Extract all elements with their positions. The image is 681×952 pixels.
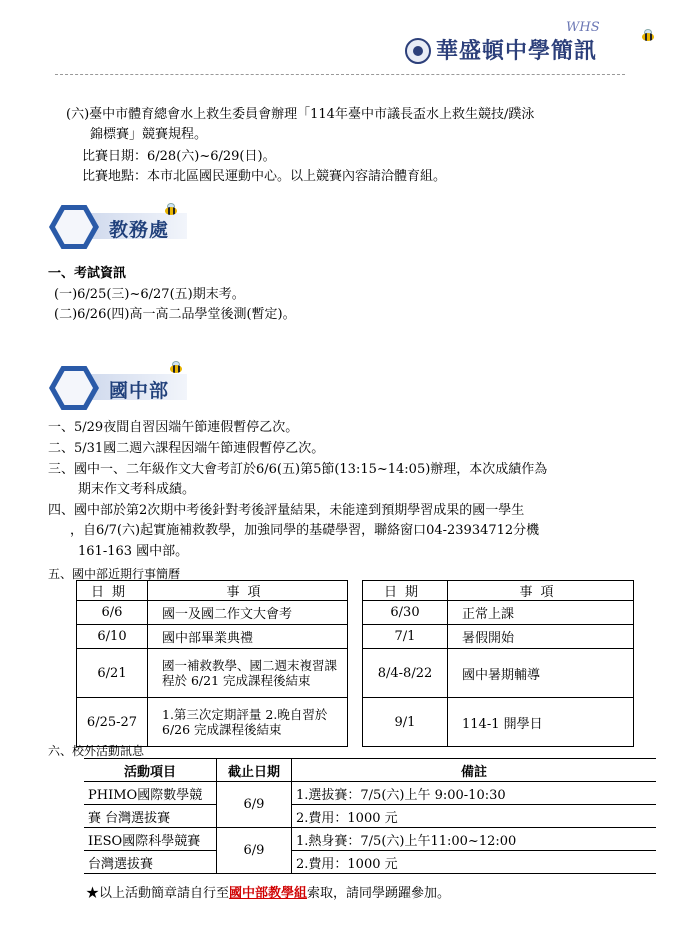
- section6-venue: 比賽地點：本市北區國民運動中心。以上競賽內容請洽體育組。: [82, 169, 447, 184]
- table-row: [77, 601, 348, 625]
- table-row: [84, 805, 656, 828]
- section6-date: 比賽日期：6/28(六)~6/29(日)。: [82, 149, 276, 164]
- row-item: 國中暑期輔導: [448, 649, 634, 698]
- col-header-activity: 活動項目: [84, 759, 217, 782]
- activity-name: IESO國際科學競賽: [84, 828, 217, 851]
- section6-line2: 錦標賽」競賽規程。: [90, 127, 208, 142]
- col-header-item: 事項: [448, 581, 634, 601]
- bee-icon: [163, 204, 179, 216]
- table-row: [363, 625, 634, 649]
- row-item: 國中部畢業典禮: [148, 625, 348, 649]
- col-header-date: 日期: [363, 581, 448, 601]
- activity-note: 1.熱身賽：7/5(六)上午11:00~12:00: [292, 828, 657, 851]
- masthead-title: 華盛頓中學簡訊: [436, 39, 598, 64]
- table-row: [77, 625, 348, 649]
- activity-name: 台灣選拔賽: [84, 851, 217, 874]
- table-row: [84, 782, 656, 805]
- row-date: 8/4-8/22: [363, 649, 448, 698]
- exam-item-1: (一)6/25(三)~6/27(五)期末考。: [54, 287, 245, 302]
- row-date: 9/1: [363, 698, 448, 747]
- row-item: 國一補救教學、國二週末複習課程於 6/21 完成課程後結束: [148, 649, 348, 698]
- table-row: [77, 698, 348, 747]
- table-row: [363, 649, 634, 698]
- exam-item-2: (二)6/26(四)高一高二品學堂後測(暫定)。: [54, 307, 296, 322]
- bee-icon: [168, 362, 184, 374]
- banner-label: 國中部: [109, 380, 170, 402]
- activity-note: 2.費用：1000 元: [292, 805, 657, 828]
- banner-label: 教務處: [109, 219, 170, 241]
- schedule-table-right: [362, 580, 634, 747]
- col-header-deadline: 截止日期: [217, 759, 292, 782]
- junior-notice-2: 二、5/31國二週六課程因端午節連假暫停乙次。: [48, 441, 325, 456]
- activity-note: 2.費用：1000 元: [292, 851, 657, 874]
- section6-line1: (六)臺中市體育總會水上救生委員會辦理「114年臺中市議長盃水上救生競技/蹼泳: [66, 107, 535, 122]
- junior-notice-1: 一、5/29夜間自習因端午節連假暫停乙次。: [48, 420, 299, 435]
- footer-note-highlight: 國中部教學組: [229, 886, 308, 901]
- table-row: [363, 601, 634, 625]
- junior-notice-4b: ，自6/7(六)起實施補救教學，加強同學的基礎學習，聯絡窗口04-23934712分機: [70, 523, 540, 538]
- footer-note: [86, 882, 450, 901]
- junior-notice-4a: 四、國中部於第2次期中考後針對考後評量結果，未能達到預期學習成果的國一學生: [48, 503, 525, 518]
- schedule-table-left: [76, 580, 348, 747]
- header-divider: [55, 74, 625, 75]
- row-date: 6/25-27: [77, 698, 148, 747]
- col-header-item: 事項: [148, 581, 348, 601]
- table-row: [84, 828, 656, 851]
- table-row: [77, 649, 348, 698]
- whs-mark: WHS: [566, 20, 600, 35]
- footer-note-pre: ★以上活動簡章請自行至: [86, 886, 230, 901]
- activity-deadline: 6/9: [217, 782, 292, 828]
- junior-notice-4c: 161-163 國中部。: [78, 544, 189, 559]
- activities-table: [84, 758, 656, 874]
- row-item: 國一及國二作文大會考: [148, 601, 348, 625]
- footer-note-post: 索取，請同學踴躍參加。: [307, 886, 451, 901]
- col-header-note: 備註: [292, 759, 657, 782]
- row-item: 1.第三次定期評量 2.晚自習於 6/26 完成課程後結束: [148, 698, 348, 747]
- bee-icon: [640, 30, 656, 42]
- row-date: 6/6: [77, 601, 148, 625]
- row-item: 114-1 開學日: [448, 698, 634, 747]
- exam-info-heading: 一、考試資訊: [48, 266, 127, 281]
- col-header-date: 日期: [77, 581, 148, 601]
- activity-deadline: 6/9: [217, 828, 292, 874]
- junior-notice-3b: 期末作文考科成績。: [78, 482, 196, 497]
- activity-name: 賽 台灣選拔賽: [84, 805, 217, 828]
- row-item: 正常上課: [448, 601, 634, 625]
- junior-notice-3a: 三、國中一、二年級作文大會考訂於6/6(五)第5節(13:15~14:05)辦理，本次成績作為: [48, 462, 548, 477]
- activity-name: PHIMO國際數學競: [84, 782, 217, 805]
- activity-note: 1.選拔賽：7/5(六)上午 9:00-10:30: [292, 782, 657, 805]
- activity-heading: 六、校外活動訊息: [48, 744, 145, 758]
- schedule-heading: 五、國中部近期行事簡曆: [48, 567, 181, 581]
- table-row: [363, 698, 634, 747]
- row-date: 6/21: [77, 649, 148, 698]
- school-seal-logo: [405, 38, 431, 64]
- row-date: 6/30: [363, 601, 448, 625]
- table-row: [84, 851, 656, 874]
- row-item: 暑假開始: [448, 625, 634, 649]
- row-date: 7/1: [363, 625, 448, 649]
- row-date: 6/10: [77, 625, 148, 649]
